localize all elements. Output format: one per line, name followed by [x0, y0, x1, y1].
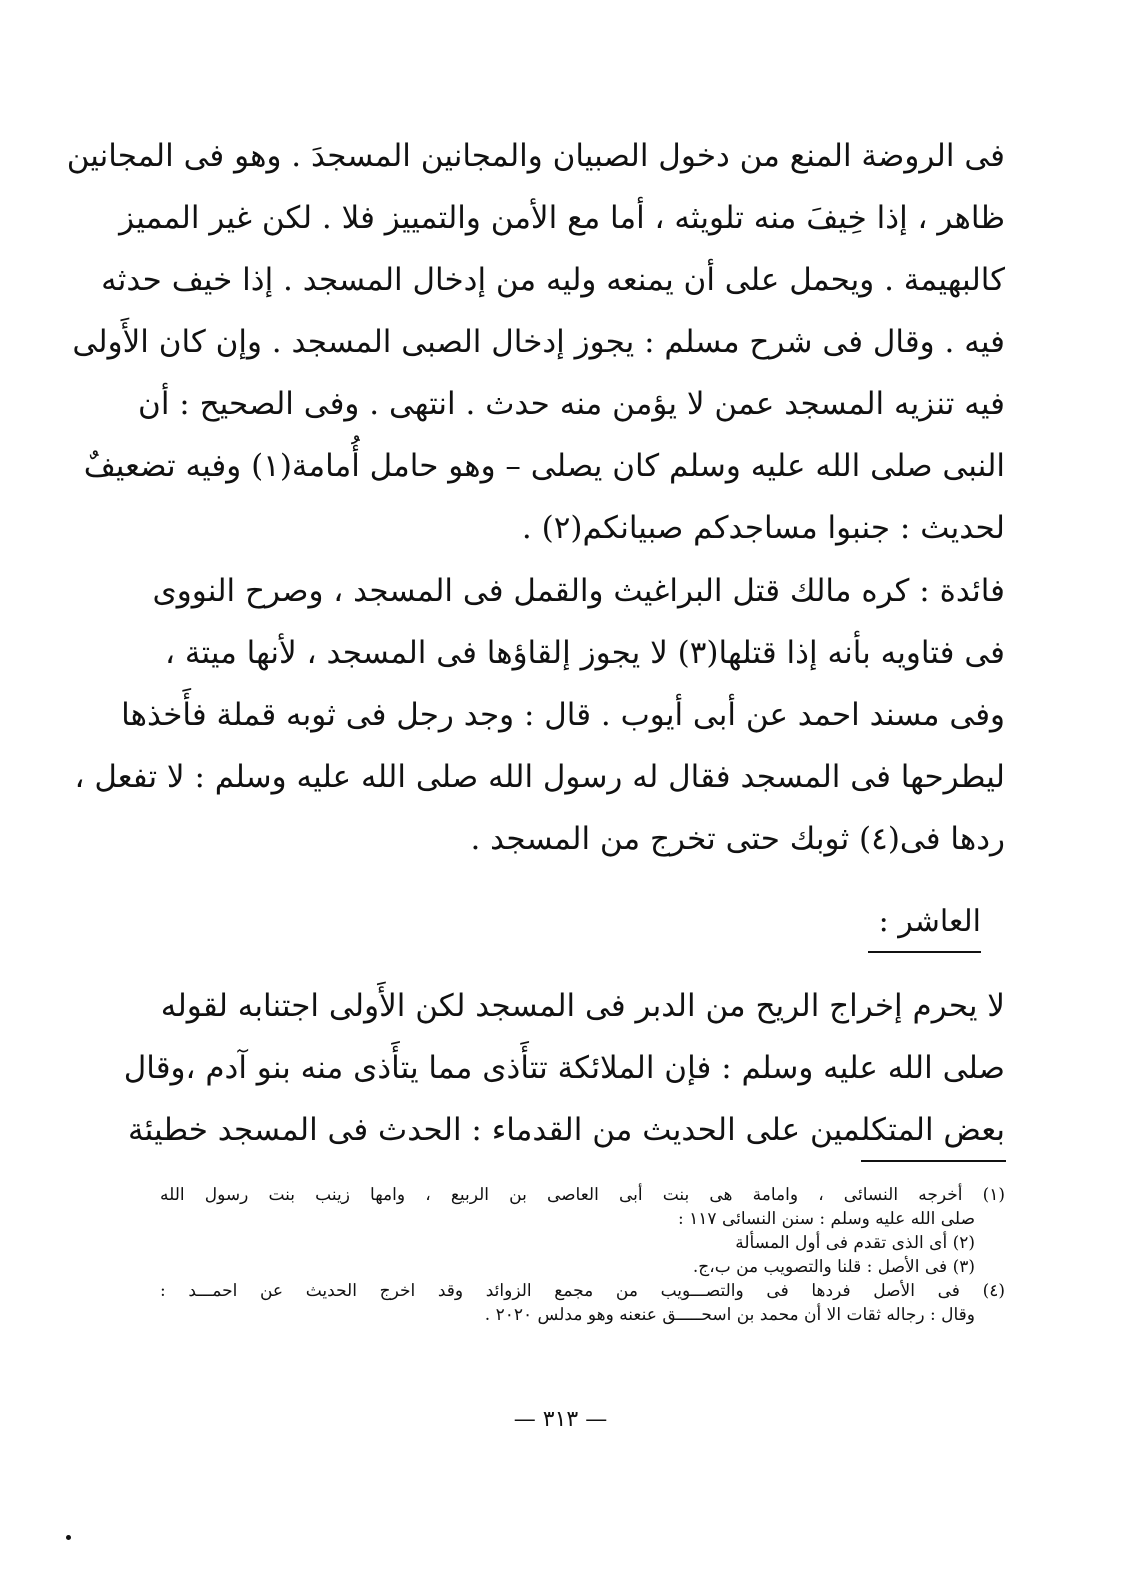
footnote-line: (٢) أى الذى تقدم فى أول المسألة	[735, 1233, 975, 1253]
text-line: بعض المتكلمين على الحديث من القدماء : الحدث فى المسجد خطيئة	[127, 1112, 1005, 1148]
text-line: فائدة : كره مالك قتل البراغيث والقمل فى المسجد ، وصرح النووى	[152, 573, 1005, 609]
text-line: ليطرحها فى المسجد فقال له رسول الله صلى الله عليه وسلم : لا تفعل ،	[74, 759, 1005, 795]
footnote-line: (١) أخرجه النسائى ، وامامة هى بنت أبى العاصى بن الربيع ، وامها زينب بنت رسول الله	[160, 1185, 1005, 1205]
paragraph-3	[123, 975, 1005, 1161]
footnotes	[160, 1183, 1005, 1327]
ink-speck	[66, 1535, 71, 1540]
text-line: لحديث : جنبوا مساجدكم صبيانكم(٢) .	[521, 510, 1005, 546]
footnote-divider	[861, 1160, 1006, 1162]
paragraph-1	[66, 125, 1005, 559]
text-line: وفى مسند احمد عن أبى أيوب . قال : وجد رجل فى ثوبه قملة فأَخذها	[121, 697, 1005, 733]
text-line: ردها فى(٤) ثوبك حتى تخرج من المسجد .	[470, 821, 1005, 857]
text-line: النبى صلى الله عليه وسلم كان يصلى – وهو حامل أُمامة(١) وفيه تضعيفٌ	[83, 448, 1005, 484]
section-heading: العاشر :	[868, 897, 981, 953]
text-line: لا يحرم إخراج الريح من الدبر فى المسجد لكن الأَولى اجتنابه لقوله	[160, 988, 1005, 1024]
text-line: فى فتاويه بأنه إذا قتلها(٣) لا يجوز إلقاؤها فى المسجد ، لأنها ميتة ،	[165, 635, 1005, 671]
text-line: فى الروضة المنع من دخول الصبيان والمجانين المسجدَ . وهو فى المجانين	[66, 138, 1005, 174]
paragraph-2	[74, 560, 1005, 870]
footnote-line: (٤) فى الأصل فردها فى والتصـــويب من مجمع الزوائد وقد اخرج الحديث عن احمـــد :	[160, 1281, 1005, 1301]
text-line: ظاهر ، إذا خِيفَ منه تلويثه ، أما مع الأمن والتمييز فلا . لكن غير المميز	[119, 200, 1005, 236]
text-line: فيه . وقال فى شرح مسلم : يجوز إدخال الصبى المسجد . وإن كان الأَولى	[72, 324, 1005, 360]
text-line: كالبهيمة . ويحمل على أن يمنعه وليه من إدخال المسجد . إذا خيف حدثه	[101, 262, 1005, 298]
page-number: — ٣١٣ —	[513, 1407, 608, 1432]
text-line: صلى الله عليه وسلم : فإن الملائكة تتأَذى مما يتأَذى منه بنو آدم ،وقال	[123, 1050, 1005, 1086]
footnote-line: صلى الله عليه وسلم : سنن النسائى ١١٧ :	[678, 1209, 975, 1229]
text-line: فيه تنزيه المسجد عمن لا يؤمن منه حدث . انتهى . وفى الصحيح : أن	[138, 386, 1005, 422]
footnote-line: (٣) فى الأصل : قلنا والتصويب من ب،ج.	[692, 1257, 975, 1277]
footnote-line: وقال : رجاله ثقات الا أن محمد بن اسحـــــق عنعنه وهو مدلس ٢٠٢٠ .	[484, 1305, 975, 1325]
